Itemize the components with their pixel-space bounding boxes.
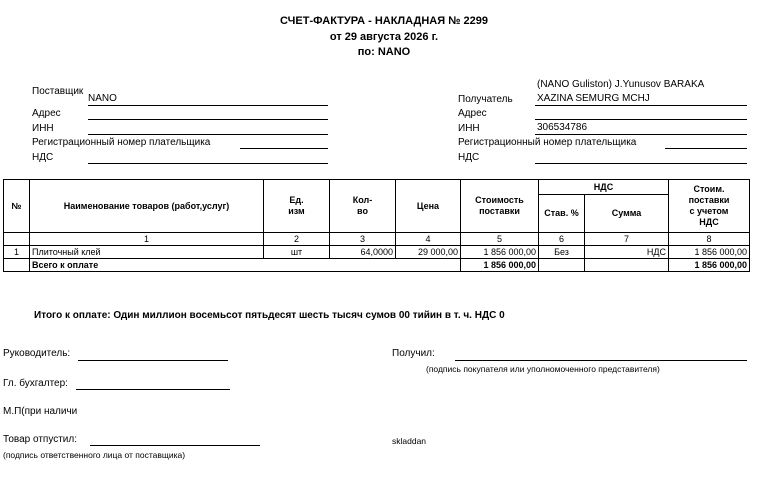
released-label: Товар отпустил: xyxy=(3,434,77,445)
col-num-5: 5 xyxy=(461,233,539,246)
row-price: 29 000,00 xyxy=(396,246,461,259)
invoice-by: по: NANO xyxy=(357,46,411,58)
table-total-row xyxy=(4,259,750,272)
row-total: 1 856 000,00 xyxy=(669,246,750,259)
col-num-7: 7 xyxy=(585,233,669,246)
recipient-inn-line xyxy=(535,134,747,135)
recipient-address-label: Адрес xyxy=(458,108,487,119)
header-name: Наименование товаров (работ,услуг) xyxy=(30,180,264,233)
recipient-name-line2: XAZINA SEMURG MCHJ xyxy=(537,93,650,104)
recipient-name-line1: (NANO Guliston) J.Yunusov BARAKA xyxy=(537,79,705,90)
received-label: Получил: xyxy=(392,348,435,359)
col-num-1: 1 xyxy=(30,233,264,246)
row-name: Плиточный клей xyxy=(30,246,264,259)
place-text: skladdan xyxy=(392,436,427,446)
table-header-row xyxy=(4,180,750,195)
col-num-8: 8 xyxy=(669,233,750,246)
table-row xyxy=(4,246,750,259)
header-total: Стоим. поставки с учетом НДС xyxy=(669,180,750,233)
received-note: (подпись покупателя или уполномоченного представителя) xyxy=(426,364,660,374)
supplier-reg-line xyxy=(240,148,328,149)
header-cost: Стоимость поставки xyxy=(461,180,539,233)
recipient-nds-label: НДС xyxy=(458,152,480,163)
col-num-3: 3 xyxy=(330,233,396,246)
recipient-inn-label: ИНН xyxy=(458,123,480,134)
row-qty: 64,0000 xyxy=(330,246,396,259)
accountant-label: Гл. бухгалтер: xyxy=(3,378,68,389)
supplier-address-line xyxy=(88,119,328,120)
row-cost: 1 856 000,00 xyxy=(461,246,539,259)
director-label: Руководитель: xyxy=(3,348,71,359)
header-unit: Ед. изм xyxy=(264,180,330,233)
supplier-name: NANO xyxy=(88,93,117,104)
supplier-inn-line xyxy=(88,134,328,135)
row-unit: шт xyxy=(264,246,330,259)
total-total: 1 856 000,00 xyxy=(669,259,750,272)
supplier-label: Поставщик xyxy=(32,86,84,97)
director-sign-line xyxy=(78,360,228,361)
header-no: № xyxy=(4,180,30,233)
supplier-name-line xyxy=(88,105,328,106)
col-num-4: 4 xyxy=(396,233,461,246)
header-rate: Став. % xyxy=(539,195,585,233)
invoice-table xyxy=(3,179,750,272)
row-rate: Без xyxy=(539,246,585,259)
supplier-reg-label: Регистрационный номер плательщика xyxy=(32,137,211,148)
recipient-nds-line xyxy=(535,163,747,164)
header-price: Цена xyxy=(396,180,461,233)
supplier-nds-label: НДС xyxy=(32,152,54,163)
total-cost: 1 856 000,00 xyxy=(461,259,539,272)
recipient-label: Получатель xyxy=(458,94,513,105)
header-nds: НДС xyxy=(539,180,669,195)
amount-in-words: Итого к оплате: Один миллион восемьсот пятьдесят шесть тысяч сумов 00 тийин в т. ч. НДС 0 xyxy=(34,310,505,321)
table-number-row xyxy=(4,233,750,246)
received-sign-line xyxy=(455,360,747,361)
header-sum: Сумма xyxy=(585,195,669,233)
supplier-address-label: Адрес xyxy=(32,108,61,119)
accountant-sign-line xyxy=(76,389,230,390)
invoice-date: от 29 августа 2026 г. xyxy=(329,31,439,43)
header-qty: Кол- во xyxy=(330,180,396,233)
col-num-6: 6 xyxy=(539,233,585,246)
recipient-address-line xyxy=(535,119,747,120)
recipient-name-underline xyxy=(535,105,747,106)
recipient-inn: 306534786 xyxy=(537,122,588,133)
row-sum: НДС xyxy=(585,246,669,259)
recipient-reg-label: Регистрационный номер плательщика xyxy=(458,137,637,148)
released-note: (подпись ответственного лица от поставщика) xyxy=(3,450,186,460)
released-sign-line xyxy=(90,445,260,446)
supplier-inn-label: ИНН xyxy=(32,123,54,134)
stamp-label: М.П(при наличи xyxy=(3,406,78,417)
row-no: 1 xyxy=(4,246,30,259)
recipient-reg-line xyxy=(665,148,747,149)
col-num-2: 2 xyxy=(264,233,330,246)
invoice-title: СЧЕТ-ФАКТУРА - НАКЛАДНАЯ № 2299 xyxy=(280,15,488,27)
total-label: Всего к оплате xyxy=(30,259,461,272)
supplier-nds-line xyxy=(88,163,328,164)
